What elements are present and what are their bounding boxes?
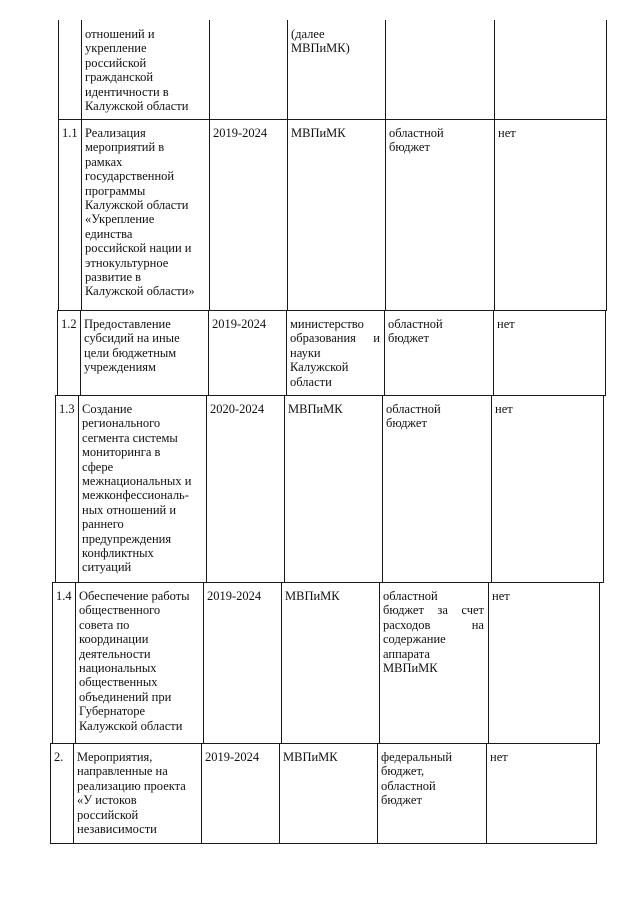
row-number: 2.: [54, 750, 64, 764]
executor: МВПиМК: [285, 589, 340, 603]
table-vertical-rule: [488, 582, 489, 744]
table-vertical-rule: [494, 119, 495, 311]
table-vertical-rule: [493, 310, 494, 396]
funding-source: областной бюджет: [389, 126, 444, 155]
table-horizontal-rule: [50, 743, 600, 744]
activity-name: Реализация мероприятий в рамках государственной программы Калужской области «Укрепление единства российской нации и этнокультурное развитие в Калужской области»: [85, 126, 195, 299]
executor: (далее МВПиМК): [291, 27, 350, 56]
table-horizontal-rule: [57, 310, 607, 311]
table-vertical-rule: [605, 310, 606, 396]
table-vertical-rule: [58, 119, 59, 311]
executor: министерство образования и науки Калужской области: [290, 317, 380, 389]
period: 2020-2024: [210, 402, 265, 416]
table-vertical-rule: [78, 395, 79, 583]
table-vertical-rule: [50, 743, 51, 844]
table-vertical-rule: [57, 310, 58, 396]
note: нет: [495, 402, 513, 416]
funding-source: федеральный бюджет, областной бюджет: [381, 750, 453, 808]
table-vertical-rule: [209, 20, 210, 120]
row-number: 1.2: [61, 317, 77, 331]
activity-name: Предоставление субсидий на иные цели бюджетным учреждениям: [84, 317, 180, 375]
table-vertical-rule: [382, 395, 383, 583]
table-vertical-rule: [494, 20, 495, 120]
table-vertical-rule: [55, 395, 56, 583]
note: нет: [492, 589, 510, 603]
table-vertical-rule: [58, 20, 59, 120]
table-vertical-rule: [75, 582, 76, 744]
table-vertical-rule: [384, 310, 385, 396]
row-number: 1.3: [59, 402, 75, 416]
period: 2019-2024: [213, 126, 268, 140]
table-vertical-rule: [80, 310, 81, 396]
note: нет: [498, 126, 516, 140]
table-vertical-rule: [491, 395, 492, 583]
table-vertical-rule: [209, 119, 210, 311]
table-vertical-rule: [385, 119, 386, 311]
executor: МВПиМК: [288, 402, 343, 416]
table-vertical-rule: [379, 582, 380, 744]
period: 2019-2024: [212, 317, 267, 331]
table-vertical-rule: [208, 310, 209, 396]
funding-source: областной бюджет: [388, 317, 443, 346]
note: нет: [490, 750, 508, 764]
note: нет: [497, 317, 515, 331]
table-vertical-rule: [385, 20, 386, 120]
activity-name: Создание регионального сегмента системы мониторинга в сфере межнациональных и межконфессиональ- ных отношений и раннего предупреждения конфликтных ситуаций: [82, 402, 192, 575]
period: 2019-2024: [207, 589, 262, 603]
table-vertical-rule: [206, 395, 207, 583]
table-horizontal-rule: [52, 582, 604, 583]
table-vertical-rule: [201, 743, 202, 844]
funding-source: областной бюджет за счет расходов на содержание аппарата МВПиМК: [383, 589, 484, 676]
period: 2019-2024: [205, 750, 260, 764]
activity-name: Мероприятия, направленные на реализацию проекта «У истоков российской независимости: [77, 750, 186, 837]
table-vertical-rule: [606, 20, 607, 120]
table-vertical-rule: [287, 119, 288, 311]
activity-name: отношений и укрепление российской гражданской идентичности в Калужской области: [85, 27, 189, 114]
table-vertical-rule: [596, 743, 597, 844]
table-horizontal-rule: [50, 843, 597, 844]
row-number: 1.1: [62, 126, 78, 140]
table-vertical-rule: [284, 395, 285, 583]
table-vertical-rule: [377, 743, 378, 844]
table-vertical-rule: [81, 20, 82, 120]
table-vertical-rule: [599, 582, 600, 744]
table-vertical-rule: [281, 582, 282, 744]
funding-source: областной бюджет: [386, 402, 441, 431]
table-vertical-rule: [73, 743, 74, 844]
table-vertical-rule: [52, 582, 53, 744]
table-vertical-rule: [286, 310, 287, 396]
table-horizontal-rule: [55, 395, 606, 396]
table-vertical-rule: [81, 119, 82, 311]
table-vertical-rule: [606, 119, 607, 311]
table-vertical-rule: [279, 743, 280, 844]
table-vertical-rule: [603, 395, 604, 583]
activity-name: Обеспечение работы общественного совета по координации деятельности национальных общественных объединений при Губернаторе Калужской области: [79, 589, 190, 733]
table-vertical-rule: [203, 582, 204, 744]
table-vertical-rule: [486, 743, 487, 844]
executor: МВПиМК: [291, 126, 346, 140]
row-number: 1.4: [56, 589, 72, 603]
executor: МВПиМК: [283, 750, 338, 764]
table-vertical-rule: [287, 20, 288, 120]
table-horizontal-rule: [58, 119, 607, 120]
